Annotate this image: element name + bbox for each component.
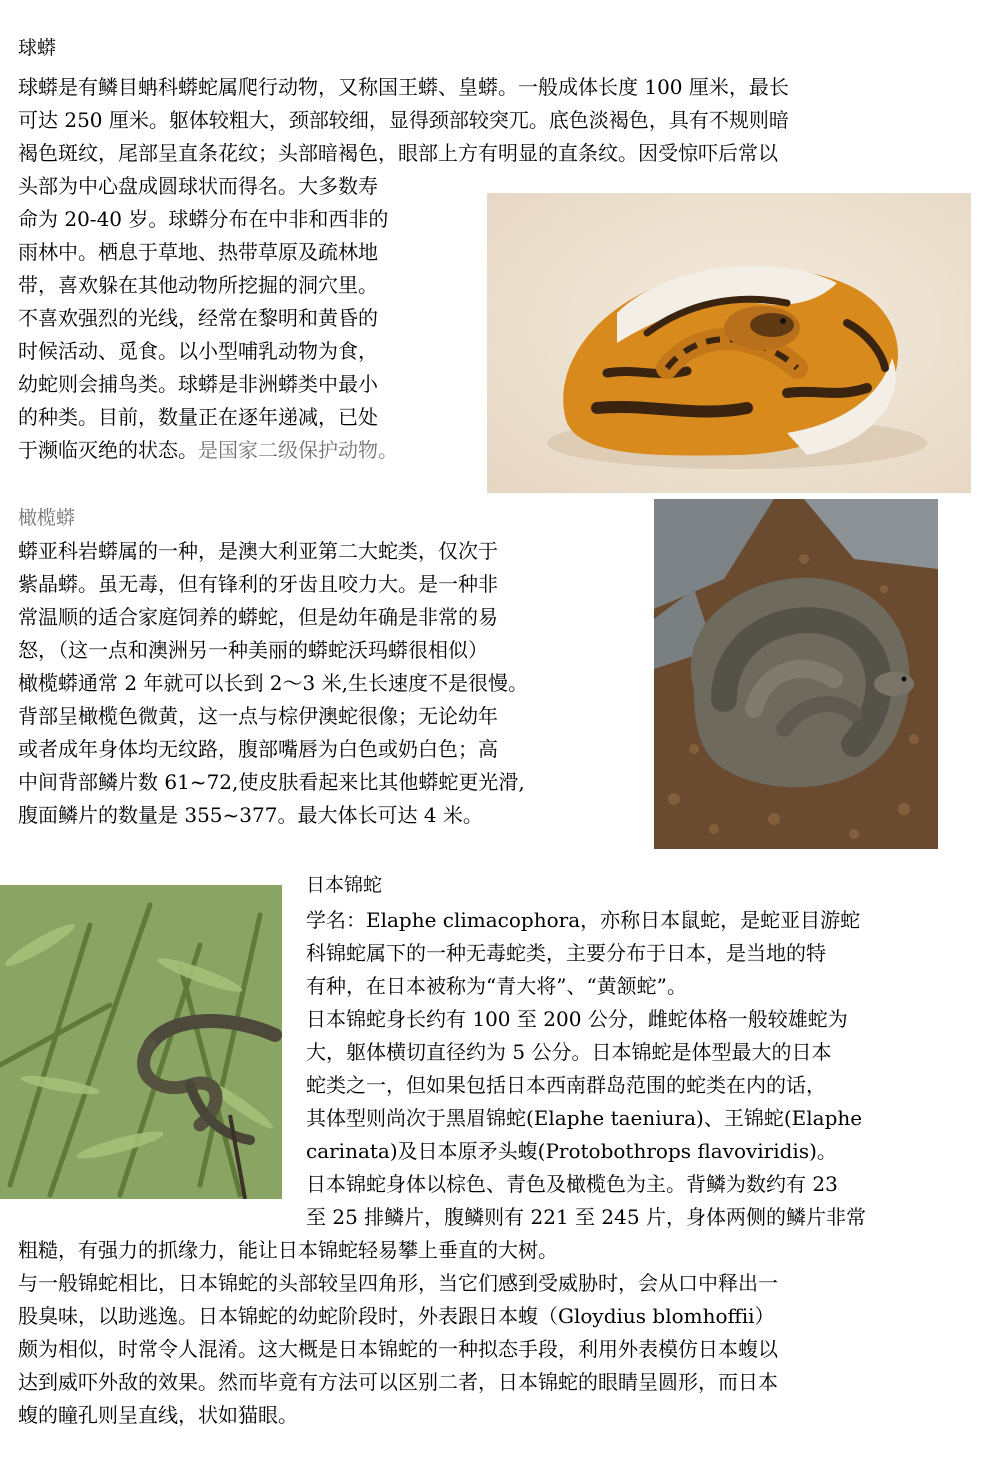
section-title: 日本锦蛇 (306, 874, 383, 896)
text-line: 带，喜欢躲在其他动物所挖掘的洞穴里。 (18, 273, 378, 297)
section-ball-python (0, 0, 1000, 495)
text-line: 可达 250 厘米。躯体较粗大，颈部较细，显得颈部较突兀。底色淡褐色，具有不规则暗 (18, 108, 789, 132)
text-line: 至 25 排鳞片，腹鳞则有 221 至 245 片，身体两侧的鳞片非常 (306, 1205, 866, 1229)
text-line: 不喜欢强烈的光线，经常在黎明和黄昏的 (18, 306, 378, 330)
text-line: 橄榄蟒通常 2 年就可以长到 2～3 米,生长速度不是很慢。 (18, 671, 528, 695)
text-line: 颇为相似，时常令人混淆。这大概是日本锦蛇的一种拟态手段，利用外表模仿日本蝮以 (18, 1337, 778, 1361)
text-line: 大，躯体横切直径约为 5 公分。日本锦蛇是体型最大的日本 (306, 1040, 832, 1064)
text-line: 腹面鳞片的数量是 355~377。最大体长可达 4 米。 (18, 803, 483, 827)
text-line: 常温顺的适合家庭饲养的蟒蛇，但是幼年确是非常的易 (18, 605, 498, 629)
text-line: 背部呈橄榄色微黄，这一点与棕伊澳蛇很像；无论幼年 (18, 704, 498, 728)
section-body (18, 535, 648, 835)
text-line: 命为 20-40 岁。球蟒分布在中非和西非的 (18, 207, 389, 231)
text-line-last (18, 434, 398, 467)
ball-python-photo (487, 193, 971, 493)
text-line: 的种类。目前，数量正在逐年递减，已处 (18, 405, 378, 429)
section-title: 橄榄蟒 (18, 507, 76, 529)
text-line: 日本锦蛇身长约有 100 至 200 公分，雌蛇体格一般较雄蛇为 (306, 1007, 848, 1031)
section-body-wrapped (306, 904, 976, 1234)
section-japanese-ratsnake (0, 855, 1000, 1467)
text-line: 科锦蛇属下的一种无毒蛇类，主要分布于日本，是当地的特 (306, 941, 826, 965)
text-line: 紫晶蟒。虽无毒，但有锋利的牙齿且咬力大。是一种非 (18, 572, 498, 596)
text-line: 怒，（这一点和澳洲另一种美丽的蟒蛇沃玛蟒很相似） (18, 638, 488, 662)
text-line: 蝮的瞳孔则呈直线，状如猫眼。 (18, 1403, 298, 1427)
section-olive-python (0, 495, 1000, 855)
text-line: 雨林中。栖息于草地、热带草原及疏林地 (18, 240, 378, 264)
olive-python-photo (654, 499, 938, 849)
text-segment-gray: 是国家二级保护动物。 (198, 438, 398, 462)
text-line: 其体型则尚次于黑眉锦蛇(Elaphe taeniura)、王锦蛇(Elaphe (306, 1106, 863, 1130)
text-line: 头部为中心盘成圆球状而得名。大多数寿 (18, 174, 378, 198)
section-title: 球蟒 (18, 37, 57, 59)
text-line: 股臭味，以助逃逸。日本锦蛇的幼蛇阶段时，外表跟日本蝮（Gloydius blomhoffii） (18, 1304, 775, 1328)
section-body-full (18, 1234, 978, 1434)
text-segment: 于濒临灭绝的状态。 (18, 438, 198, 462)
text-line: 球蟒是有鳞目蚺科蟒蛇属爬行动物，又称国王蟒、皇蟒。一般成体长度 100 厘米，最长 (18, 75, 789, 99)
japanese-ratsnake-photo (0, 885, 282, 1199)
text-line: carinata)及日本原矛头蝮(Protobothrops flavoviridis)。 (306, 1139, 837, 1163)
text-line: 时候活动、觅食。以小型哺乳动物为食， (18, 339, 378, 363)
text-line: 或者成年身体均无纹路，腹部嘴唇为白色或奶白色；高 (18, 737, 498, 761)
text-line: 幼蛇则会捕鸟类。球蟒是非洲蟒类中最小 (18, 372, 378, 396)
text-line: 达到威吓外敌的效果。然而毕竟有方法可以区别二者，日本锦蛇的眼睛呈圆形，而日本 (18, 1370, 778, 1394)
text-line: 日本锦蛇身体以棕色、青色及橄榄色为主。背鳞为数约有 23 (306, 1172, 838, 1196)
text-line: 与一般锦蛇相比，日本锦蛇的头部较呈四角形，当它们感到受威胁时，会从口中释出一 (18, 1271, 778, 1295)
text-line: 中间背部鳞片数 61~72,使皮肤看起来比其他蟒蛇更光滑, (18, 770, 525, 794)
text-line: 蟒亚科岩蟒属的一种，是澳大利亚第二大蛇类，仅次于 (18, 539, 498, 563)
text-line: 蛇类之一，但如果包括日本西南群岛范围的蛇类在内的话， (306, 1073, 826, 1097)
text-line: 学名：Elaphe climacophora，亦称日本鼠蛇，是蛇亚目游蛇 (306, 908, 861, 932)
text-line: 有种，在日本被称为“青大将”、“黄颔蛇”。 (306, 974, 687, 998)
text-line: 粗糙，有强力的抓缘力，能让日本锦蛇轻易攀上垂直的大树。 (18, 1238, 558, 1262)
text-line: 褐色斑纹，尾部呈直条花纹；头部暗褐色，眼部上方有明显的直条纹。因受惊吓后常以 (18, 141, 778, 165)
